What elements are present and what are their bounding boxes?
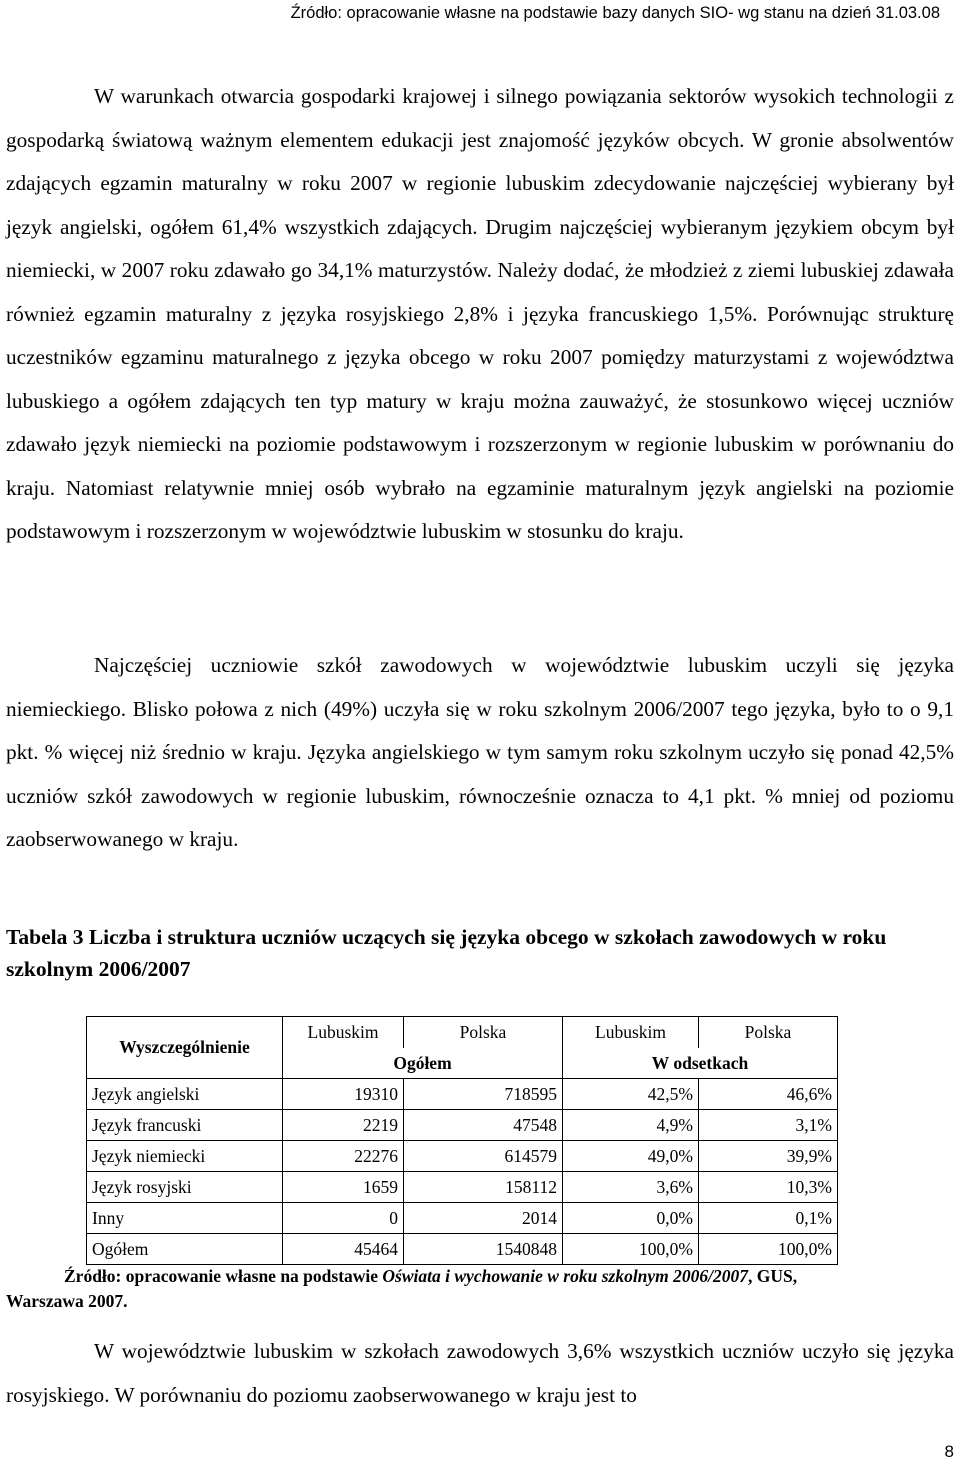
table-source — [6, 1264, 956, 1314]
row-label: Inny — [87, 1203, 283, 1234]
row-label: Język niemiecki — [87, 1141, 283, 1172]
table-cell: 1540848 — [404, 1234, 563, 1265]
table-cell: 4,9% — [563, 1110, 699, 1141]
table-row — [87, 1203, 838, 1234]
source-line: Źródło: opracowanie własne na podstawie bazy danych SIO- wg stanu na dzień 31.03.08 — [290, 4, 940, 22]
group-header: Ogółem — [283, 1048, 563, 1079]
page-number: 8 — [944, 1442, 954, 1461]
table-cell: 0 — [283, 1203, 404, 1234]
table-cell: 19310 — [283, 1079, 404, 1110]
row-label: Język francuski — [87, 1110, 283, 1141]
table-cell: 2219 — [283, 1110, 404, 1141]
table-cell: 47548 — [404, 1110, 563, 1141]
table-cell: 0,0% — [563, 1203, 699, 1234]
table-title: Tabela 3 Liczba i struktura uczniów uczących się języka obcego w szkołach zawodowych w roku szkolnym 2006/2007 — [6, 925, 887, 981]
paragraph-1: W warunkach otwarcia gospodarki krajowej i silnego powiązania sektorów wysokich technologii z gospodarką światową ważnym elementem edukacji jest znajomość języków obcych. W gronie absolwentów zdających egzamin maturalny w roku 2007 w regionie lubuskim zdecydowanie najczęściej wybierany był język angielski, ogółem 61,4% wszystkich zdających. Drugim najczęściej wybieranym językiem obcym był niemiecki, w 2007 roku zdawało go 34,1% maturzystów. Należy dodać, że młodzież z ziemi lubuskiej zdawała również egzamin maturalny z języka rosyjskiego 2,8% i języka francuskiego 1,5%. Porównując strukturę uczestników egzaminu maturalnego z języka obcego w roku 2007 pomiędzy maturzystami z województwa lubuskiego a ogółem zdających ten typ matury w kraju można zauważyć, że stosunkowo więcej uczniów zdawało język niemiecki na poziomie podstawowym i rozszerzonym w regionie lubuskim w porównaniu do kraju. Natomiast relatywnie mniej osób wybrało na egzaminie maturalnym język angielski na poziomie podstawowym i rozszerzonym w województwie lubuskim w stosunku do kraju. — [6, 84, 954, 543]
table-cell: 45464 — [283, 1234, 404, 1265]
paragraph-2: Najczęściej uczniowie szkół zawodowych w województwie lubuskim uczyli się języka niemieckiego. Blisko połowa z nich (49%) uczyła się w roku szkolnym 2006/2007 tego języka, było to o 9,1 pkt. % więcej niż średnio w kraju. Języka angielskiego w tym samym roku szkolnym uczyło się ponad 42,5% uczniów szkół zawodowych w regionie lubuskim, równocześnie oznacza to 4,1 pkt. % mniej od poziomu zaobserwowanego w kraju. — [6, 653, 954, 851]
table-cell: 42,5% — [563, 1079, 699, 1110]
table-cell: 718595 — [404, 1079, 563, 1110]
table-cell: 158112 — [404, 1172, 563, 1203]
table-cell: 49,0% — [563, 1141, 699, 1172]
table-cell: 100,0% — [699, 1234, 838, 1265]
table-cell: 3,1% — [699, 1110, 838, 1141]
row-label: Język rosyjski — [87, 1172, 283, 1203]
table-row — [87, 1234, 838, 1265]
table-cell: 3,6% — [563, 1172, 699, 1203]
source-publication-title: Oświata i wychowanie w roku szkolnym 2006/2007 — [382, 1266, 749, 1286]
row-label: Ogółem — [87, 1234, 283, 1265]
row-label: Język angielski — [87, 1079, 283, 1110]
table-cell: 39,9% — [699, 1141, 838, 1172]
table-row — [87, 1079, 838, 1110]
column-header: Polska — [404, 1017, 563, 1049]
table-cell: 46,6% — [699, 1079, 838, 1110]
source-prefix: Źródło: opracowanie własne na podstawie — [64, 1266, 383, 1286]
table-source-line-1 — [6, 1264, 956, 1289]
column-header: Polska — [699, 1017, 838, 1049]
row-header-label: Wyszczególnienie — [87, 1017, 283, 1079]
table-row — [87, 1141, 838, 1172]
table-cell: 1659 — [283, 1172, 404, 1203]
table-cell: 22276 — [283, 1141, 404, 1172]
table-cell: 10,3% — [699, 1172, 838, 1203]
column-header: Lubuskim — [563, 1017, 699, 1049]
group-header: W odsetkach — [563, 1048, 838, 1079]
table-row — [87, 1172, 838, 1203]
column-header: Lubuskim — [283, 1017, 404, 1049]
table-cell: 2014 — [404, 1203, 563, 1234]
table-source-line-2: Warszawa 2007. — [6, 1291, 128, 1311]
table-row — [87, 1110, 838, 1141]
table-cell: 0,1% — [699, 1203, 838, 1234]
table-header-row — [87, 1017, 838, 1049]
language-table — [86, 1016, 838, 1265]
source-suffix: , GUS, — [748, 1266, 798, 1286]
table-cell: 614579 — [404, 1141, 563, 1172]
paragraph-3: W województwie lubuskim w szkołach zawodowych 3,6% wszystkich uczniów uczyło się języka rosyjskiego. W porównaniu do poziomu zaobserwowanego w kraju jest to — [6, 1339, 954, 1407]
table-cell: 100,0% — [563, 1234, 699, 1265]
